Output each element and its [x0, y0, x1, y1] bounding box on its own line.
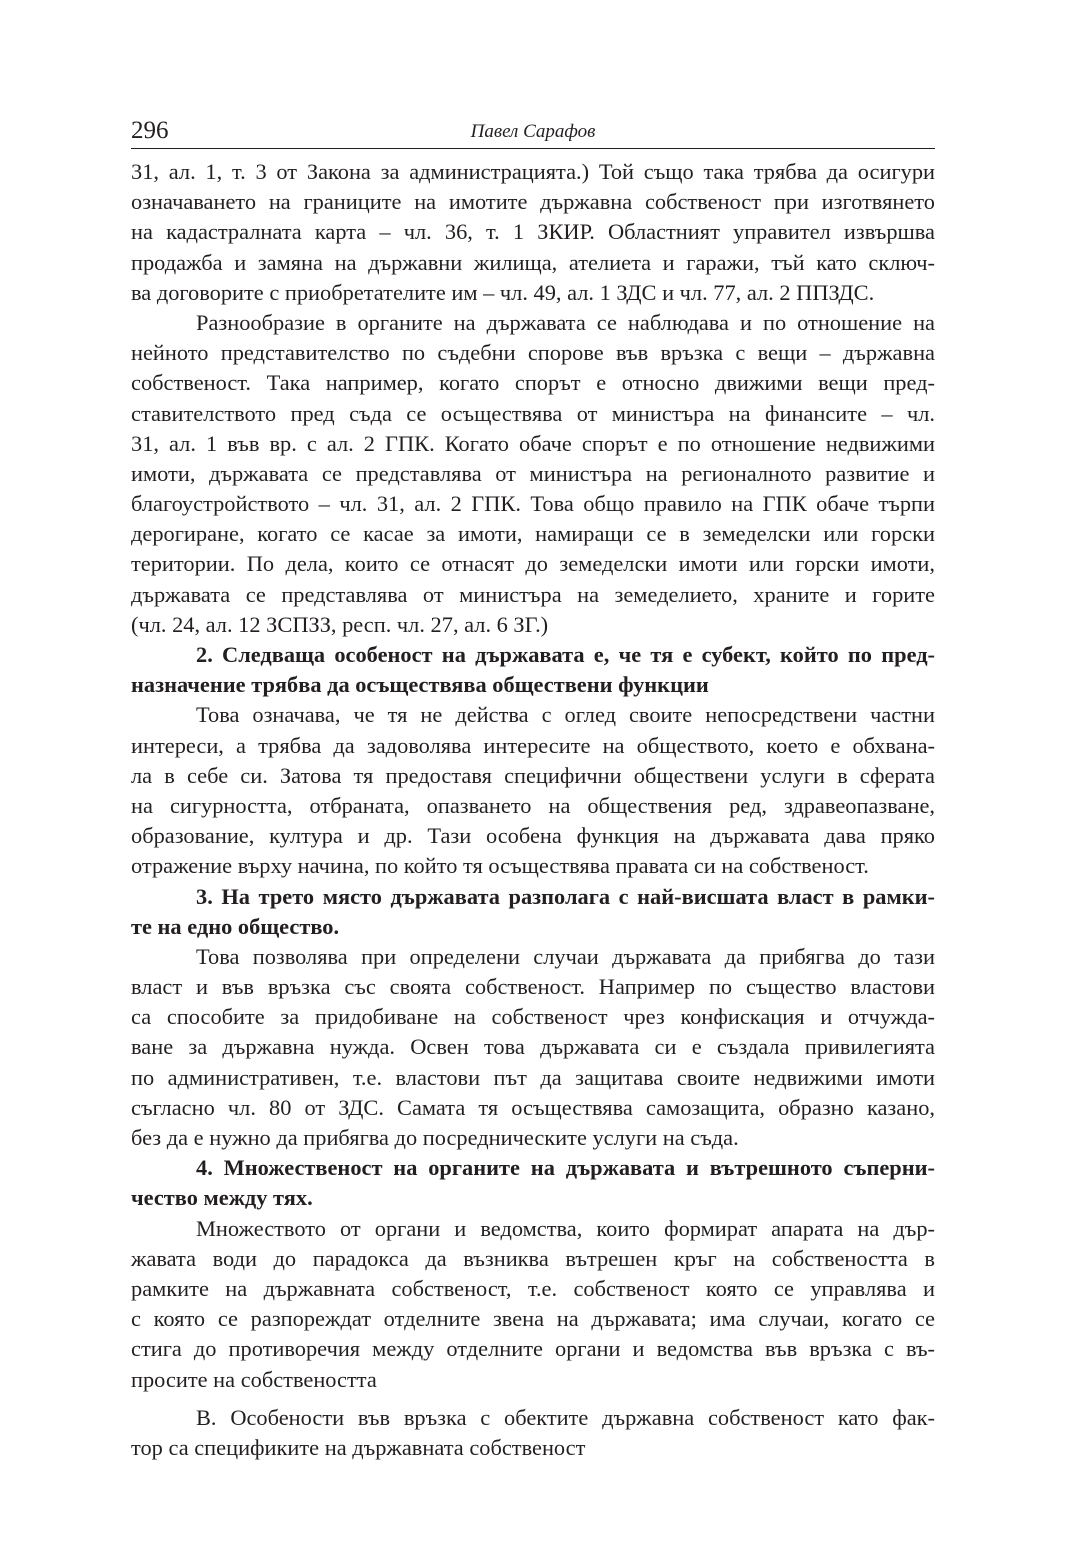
text-line: В. Особености във връзка с обектите държавна собственост като фак- — [196, 1404, 935, 1430]
text-line: собственост. Така например, когато спорът е относно движими вещи пред- — [131, 370, 935, 396]
page-number: 296 — [131, 117, 169, 144]
text-line: Множеството от органи и ведомства, които формират апарата на дър- — [196, 1215, 935, 1241]
text-line: тор са спецификите на държавната собственост — [131, 1434, 586, 1460]
text-line: Това позволява при определени случаи държавата да прибягва до тази — [196, 943, 935, 969]
text-line: дерогиране, когато се касае за имоти, намиращи се в земеделски или горски — [131, 521, 935, 547]
body-text — [131, 157, 935, 1463]
text-line: означаването на границите на имотите държавна собственост при изготвянето — [131, 189, 935, 215]
page-header — [131, 112, 935, 149]
text-line: нейното представителство по съдебни спорове във връзка с вещи – държавна — [131, 340, 935, 366]
text-line: стига до противоречия между отделните органи и ведомства във връзка с въ- — [131, 1336, 935, 1362]
text-line: ставителството пред съда се осъществява от министъра на финансите – чл. — [131, 400, 935, 426]
text-line: Това означава, че тя не действа с оглед своите непосредствени частни — [196, 702, 935, 728]
text-line: 31, ал. 1, т. 3 от Закона за администрацията.) Той също така трябва да осигури — [131, 159, 935, 184]
section-heading-line: чество между тях. — [131, 1185, 313, 1211]
text-line: интереси, а трябва да задоволява интересите на обществото, което е обхвана- — [131, 732, 935, 758]
section-heading-line: 3. На трето място държавата разполага с най-висшата власт в рамки- — [196, 883, 935, 909]
text-line: (чл. 24, ал. 12 ЗСПЗЗ, респ. чл. 27, ал. 6 ЗГ.) — [131, 611, 549, 637]
text-line: образование, култура и др. Тази особена функция на държавата дава пряко — [131, 823, 935, 849]
text-line: продажба и замяна на държавни жилища, ателиета и гаражи, тъй като сключ- — [131, 249, 935, 275]
text-line: на кадастралната карта – чл. 36, т. 1 ЗКИР. Областният управител извършва — [131, 219, 935, 245]
text-line: власт и във връзка със своята собственост. Например по същество властови — [131, 974, 935, 1000]
text-line: благоустройството – чл. 31, ал. 2 ГПК. Това общо правило на ГПК обаче търпи — [131, 491, 935, 517]
text-line: Разнообразие в органите на държавата се наблюдава и по отношение на — [196, 309, 935, 335]
text-line: ване за държавна нужда. Освен това държавата си е създала привилегията — [131, 1034, 935, 1060]
text-line: държавата се представлява от министъра на земеделието, храните и горите — [131, 581, 935, 607]
text-line: без да е нужно да прибягва до посредническите услуги на съда. — [131, 1125, 739, 1150]
running-head-author: Павел Сарафов — [470, 121, 596, 142]
section-heading-line: 4. Множественост на органите на държавата и вътрешното съперни- — [196, 1155, 935, 1181]
text-line: отражение върху начина, по който тя осъществява правата си на собственост. — [131, 853, 869, 879]
text-line: са способите за придобиване на собственост чрез конфискация и отчужда- — [131, 1004, 935, 1030]
text-line: жавата води до парадокса да възниква вътрешен кръг на собствеността в — [131, 1245, 935, 1271]
text-line: територии. По дела, които се отнасят до земеделски имоти или горски имоти, — [131, 551, 935, 577]
section-heading-line: те на едно общество. — [131, 913, 340, 939]
text-line: ла в себе си. Затова тя предоставя специфични обществени услуги в сферата — [131, 762, 935, 788]
text-line: 31, ал. 1 във вр. с ал. 2 ГПК. Когато обаче спорът е по отношение недвижими — [131, 430, 935, 456]
text-line: по административен, т.е. властови път да защитава своите недвижими имоти — [131, 1064, 935, 1090]
text-line: просите на собствеността — [131, 1366, 377, 1392]
section-heading-line: 2. Следваща особеност на държавата е, че тя е субект, който по пред- — [196, 642, 935, 667]
paragraph-gap — [131, 1395, 935, 1403]
text-line: съгласно чл. 80 от ЗДС. Самата тя осъществява самозащита, образно казано, — [131, 1094, 935, 1120]
text-line: на сигурността, отбраната, опазването на обществения ред, здравеопазване, — [131, 792, 935, 818]
text-line: ва договорите с приобретателите им – чл. 49, ал. 1 ЗДС и чл. 77, ал. 2 ППЗДС. — [131, 279, 875, 305]
text-line: с която се разпореждат отделните звена на държавата; има случаи, когато се — [131, 1306, 935, 1332]
text-line: рамките на държавната собственост, т.е. собственост която се управлява и — [131, 1275, 935, 1301]
section-heading-line: назначение трябва да осъществява обществени функции — [131, 672, 709, 698]
text-line: имоти, държавата се представлява от министъра на регионалното развитие и — [131, 460, 935, 486]
